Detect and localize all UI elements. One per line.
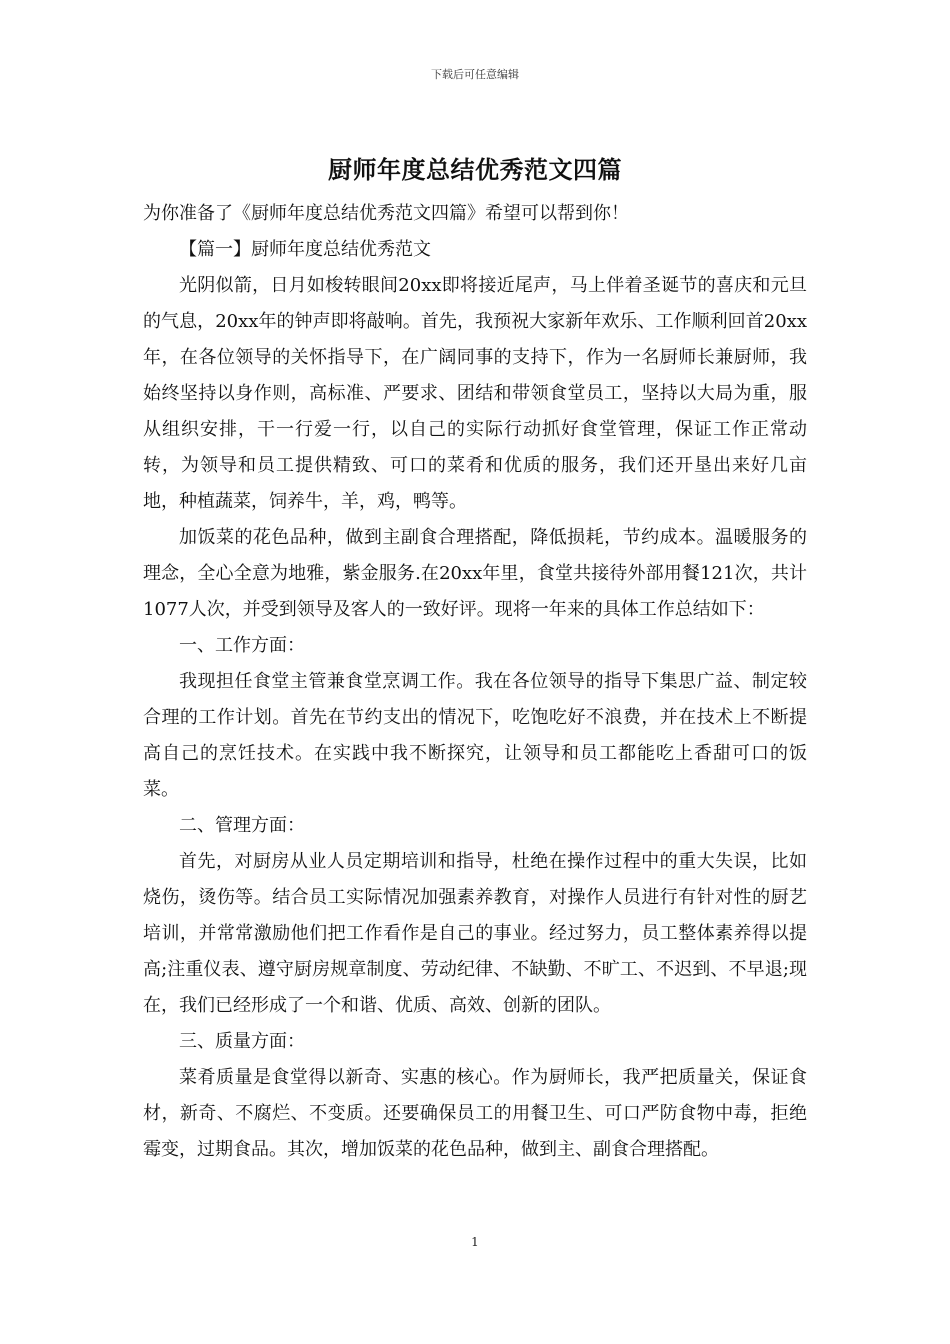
paragraph: 我现担任食堂主管兼食堂烹调工作。我在各位领导的指导下集思广益、制定较合理的工作计划。首先在节约支出的情况下，吃饱吃好不浪费，并在技术上不断提高自己的烹饪技术。在实践中我不断探究，让领导和员工都能吃上香甜可口的饭菜。: [143, 671, 807, 800]
paragraph: 首先，对厨房从业人员定期培训和指导，杜绝在操作过程中的重大失误，比如烧伤，烫伤等。结合员工实际情况加强素养教育，对操作人员进行有针对性的厨艺培训，并常常激励他们把工作看作是自己的事业。经过努力，员工整体素养得以提高;注重仪表、遵守厨房规章制度、劳动纪律、不缺勤、不旷工、不迟到、不早退;现在，我们已经形成了一个和谐、优质、高效、创新的团队。: [143, 851, 808, 1016]
document-body: [143, 196, 807, 1168]
paragraph: 光阴似箭，日月如梭转眼间20xx即将接近尾声，马上伴着圣诞节的喜庆和元旦的气息，20xx年的钟声即将敲响。首先，我预祝大家新年欢乐、工作顺利回首20xx年，在各位领导的关怀指导下，在广阔同事的支持下，作为一名厨师长兼厨师，我始终坚持以身作则，高标准、严要求、团结和带领食堂员工，坚持以大局为重，服从组织安排，干一行爱一行，以自己的实际行动抓好食堂管理，保证工作正常动转，为领导和员工提供精致、可口的菜肴和优质的服务，我们还开垦出来好几亩地，种植蔬菜，饲养牛，羊，鸡，鸭等。: [143, 275, 807, 512]
page-number: 1: [471, 1235, 479, 1249]
section-heading: 【篇一】厨师年度总结优秀范文: [179, 239, 431, 260]
intro-paragraph: 为你准备了《厨师年度总结优秀范文四篇》希望可以帮到你！: [143, 203, 629, 224]
subheading-quality: 三、质量方面：: [179, 1031, 305, 1052]
paragraph: 菜肴质量是食堂得以新奇、实惠的核心。作为厨师长，我严把质量关，保证食材，新奇、不腐烂、不变质。还要确保员工的用餐卫生、可口严防食物中毒，拒绝霉变，过期食品。其次，增加饭菜的花色品种，做到主、副食合理搭配。: [143, 1067, 807, 1160]
subheading-management: 二、管理方面：: [179, 815, 305, 836]
document-title: 厨师年度总结优秀范文四篇: [328, 155, 622, 184]
header-note: 下载后可任意编辑: [431, 68, 519, 81]
paragraph: 加饭菜的花色品种，做到主副食合理搭配，降低损耗，节约成本。温暖服务的理念，全心全意为地雅，紫金服务.在20xx年里，食堂共接待外部用餐121次，共计1077人次，并受到领导及客人的一致好评。现将一年来的具体工作总结如下：: [143, 527, 807, 620]
subheading-work: 一、工作方面：: [179, 635, 305, 656]
